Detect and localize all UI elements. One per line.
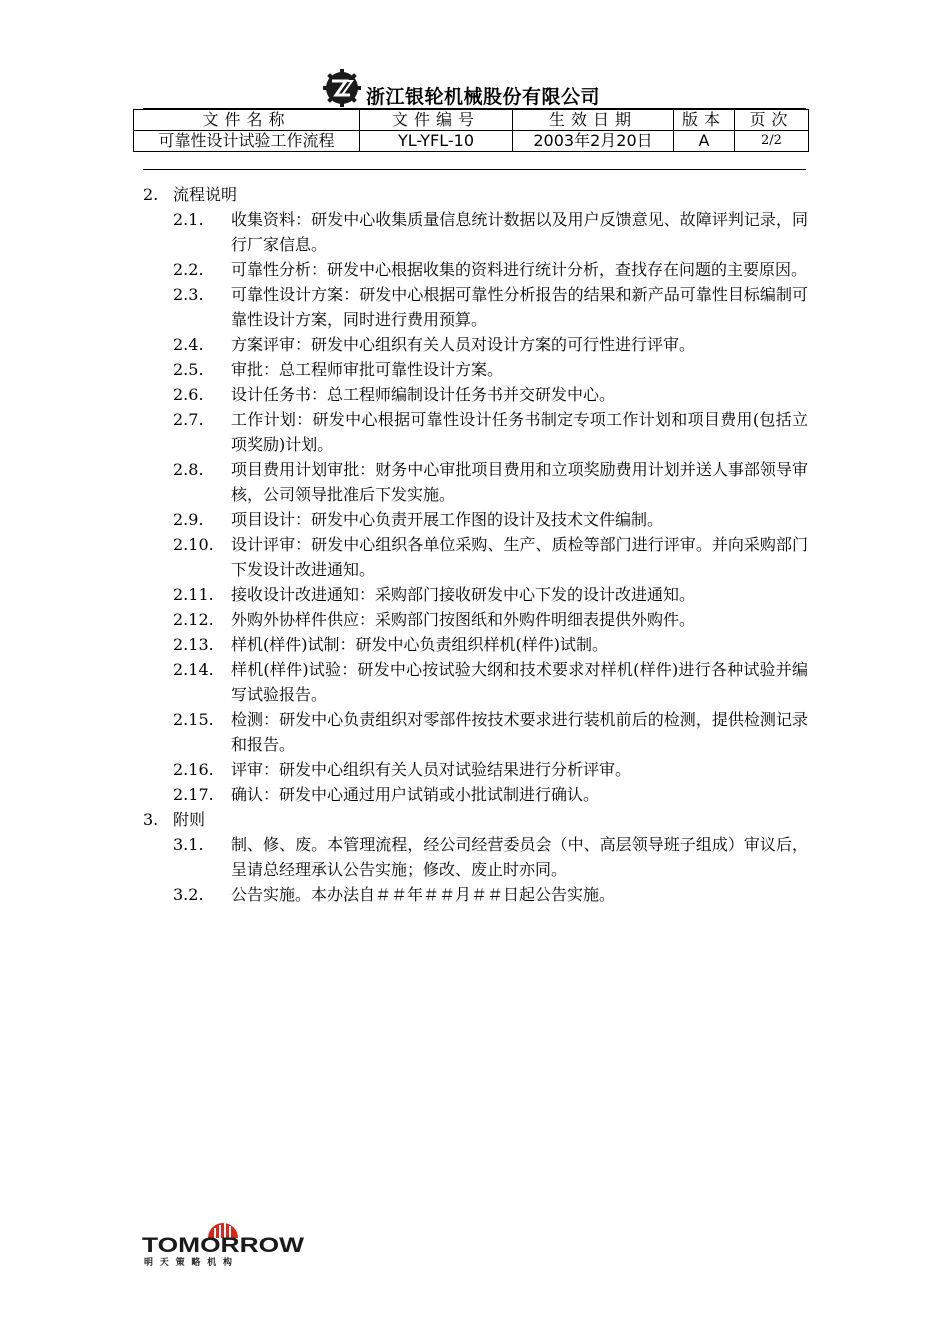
list-item: [143, 632, 813, 657]
list-item: [143, 707, 813, 757]
item-number: 2.9.: [173, 510, 204, 529]
section-number: 3.: [143, 810, 159, 829]
item-text: 工作计划：研发中心根据可靠性设计任务书制定专项工作计划和项目费用(包括立项奖励)计划。: [231, 410, 808, 454]
item-number: 3.2.: [173, 885, 204, 904]
list-item: [143, 782, 813, 807]
item-text: 公告实施。本办法自＃＃年＃＃月＃＃日起公告实施。: [231, 885, 616, 904]
item-number: 2.4.: [173, 335, 204, 354]
list-item: [143, 757, 813, 782]
item-number: 2.7.: [173, 410, 204, 429]
list-item: [143, 832, 813, 882]
item-text: 方案评审：研发中心组织有关人员对设计方案的可行性进行评审。: [231, 335, 696, 354]
document-info-table: [133, 109, 809, 152]
item-number: 2.8.: [173, 460, 204, 479]
section-number: 2.: [143, 185, 159, 204]
doc-name-label: 文件名称: [134, 110, 360, 131]
list-item: [143, 532, 813, 582]
item-text: 样机(样件)试验：研发中心按试验大纲和技术要求对样机(样件)进行各种试验并编写试验报告。: [231, 660, 808, 704]
effective-date-value: 2003年2月20日: [513, 131, 674, 152]
info-table-header-row: [134, 110, 809, 131]
list-item: [143, 282, 813, 332]
list-item: [143, 882, 813, 907]
item-number: 2.1.: [173, 210, 204, 229]
item-number: 2.11.: [173, 585, 214, 604]
item-text: 设计任务书：总工程师编制设计任务书并交研发中心。: [231, 385, 616, 404]
item-text: 外购外协样件供应：采购部门按图纸和外购件明细表提供外购件。: [231, 610, 696, 629]
list-item: [143, 407, 813, 457]
document-body: [143, 182, 813, 907]
doc-no-label: 文件编号: [360, 110, 513, 131]
tomorrow-logo-icon: [142, 1208, 304, 1268]
item-number: 2.5.: [173, 360, 204, 379]
item-number: 2.13.: [173, 635, 214, 654]
item-number: 2.3.: [173, 285, 204, 304]
list-item: [143, 507, 813, 532]
list-item: [143, 582, 813, 607]
footer-logo-text: TOMORROW: [142, 1234, 304, 1257]
page-label: 页次: [735, 110, 809, 131]
section-title: 附则: [173, 810, 206, 829]
section-heading: [143, 182, 813, 207]
item-text: 制、修、废。本管理流程，经公司经营委员会（中、高层领导班子组成）审议后，呈请总经理承认公告实施；修改、废止时亦同。: [231, 835, 808, 879]
item-number: 2.12.: [173, 610, 214, 629]
doc-name-value: 可靠性设计试验工作流程: [134, 131, 360, 152]
item-text: 可靠性分析：研发中心根据收集的资料进行统计分析，查找存在问题的主要原因。: [231, 260, 808, 279]
info-table-value-row: [134, 131, 809, 152]
item-number: 2.17.: [173, 785, 214, 804]
item-text: 样机(样件)试制：研发中心负责组织样机(样件)试制。: [231, 635, 608, 654]
list-item: [143, 332, 813, 357]
list-item: [143, 607, 813, 632]
list-item: [143, 382, 813, 407]
item-text: 项目设计：研发中心负责开展工作图的设计及技术文件编制。: [231, 510, 664, 529]
section-heading: [143, 807, 813, 832]
item-text: 收集资料：研发中心收集质量信息统计数据以及用户反馈意见、故障评判记录，同行厂家信息。: [231, 210, 808, 254]
footer-logo-subtitle: 明天策略机构: [144, 1258, 232, 1268]
list-item: [143, 207, 813, 257]
item-number: 3.1.: [173, 835, 204, 854]
item-text: 确认：研发中心通过用户试销或小批试制进行确认。: [231, 785, 600, 804]
document-header: [322, 68, 600, 108]
page-value: 2/2: [735, 131, 809, 152]
item-text: 设计评审：研发中心组织各单位采购、生产、质检等部门进行评审。并向采购部门下发设计改进通知。: [231, 535, 808, 579]
list-item: [143, 257, 813, 282]
effective-date-label: 生效日期: [513, 110, 674, 131]
item-number: 2.2.: [173, 260, 204, 279]
item-text: 可靠性设计方案：研发中心根据可靠性分析报告的结果和新产品可靠性目标编制可靠性设计方案，同时进行费用预算。: [231, 285, 808, 329]
version-value: A: [674, 131, 735, 152]
item-text: 项目费用计划审批：财务中心审批项目费用和立项奖励费用计划并送人事部领导审核，公司领导批准后下发实施。: [231, 460, 808, 504]
item-text: 检测：研发中心负责组织对零部件按技术要求进行装机前后的检测，提供检测记录和报告。: [231, 710, 808, 754]
content-top-rule: [143, 169, 806, 170]
item-text: 评审：研发中心组织有关人员对试验结果进行分析评审。: [231, 760, 632, 779]
item-number: 2.14.: [173, 660, 214, 679]
list-item: [143, 457, 813, 507]
list-item: [143, 657, 813, 707]
company-gear-logo-icon: [322, 68, 362, 108]
item-text: 接收设计改进通知：采购部门接收研发中心下发的设计改进通知。: [231, 585, 696, 604]
item-number: 2.6.: [173, 385, 204, 404]
item-number: 2.16.: [173, 760, 214, 779]
list-item: [143, 357, 813, 382]
section-title: 流程说明: [173, 185, 238, 204]
doc-no-value: YL-YFL-10: [360, 131, 513, 152]
item-number: 2.10.: [173, 535, 214, 554]
item-number: 2.15.: [173, 710, 214, 729]
item-text: 审批：总工程师审批可靠性设计方案。: [231, 360, 504, 379]
company-name: 浙江银轮机械股份有限公司: [366, 85, 601, 108]
version-label: 版本: [674, 110, 735, 131]
